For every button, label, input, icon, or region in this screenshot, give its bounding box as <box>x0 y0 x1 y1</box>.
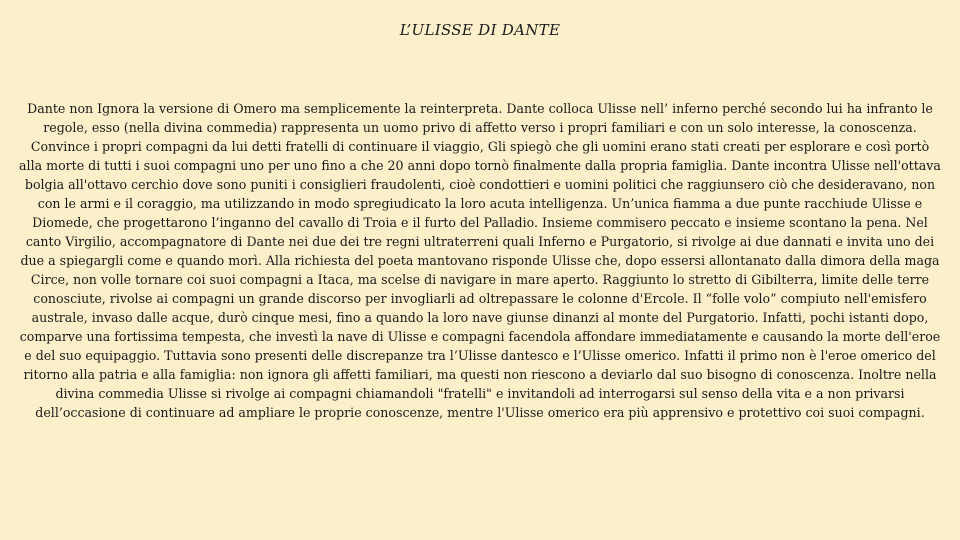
slide-body-text: Dante non Ignora la versione di Omero ma semplicemente la reinterpreta. Dante colloca Ulisse nell’ inferno perché secondo lui ha infranto le regole, esso (nella divina commedia) rappresenta un uomo privo di affetto verso i propri familiari e con un solo interesse, la conoscenza. Convince i propri compagni da lui detti fratelli di continuare il viaggio, Gli spiegò che gli uomini erano stati creati per esplorare e così portò alla morte di tutti i suoi compagni uno per uno fino a che 20 anni dopo tornò finalmente dalla propria famiglia. Dante incontra Ulisse nell'ottava bolgia all'ottavo cerchio dove sono puniti i consiglieri fraudolenti, cioè condottieri e uomini politici che raggiunsero ciò che desideravano, non con le armi e il coraggio, ma utilizzando in modo spregiudicato la loro acuta intelligenza. Un’unica fiamma a due punte racchiude Ulisse e Diomede, che progettarono l’inganno del cavallo di Troia e il furto del Palladio. Insieme commisero peccato e insieme scontano la pena. Nel canto Virgilio, accompagnatore di Dante nei due dei tre regni ultraterreni quali Inferno e Purgatorio, si rivolge ai due dannati e invita uno dei due a spiegargli come e quando morì. Alla richiesta del poeta mantovano risponde Ulisse che, dopo essersi allontanato dalla dimora della maga Circe, non volle tornare coi suoi compagni a Itaca, ma scelse di navigare in mare aperto. Raggiunto lo stretto di Gibilterra, limite delle terre conosciute, rivolse ai compagni un grande discorso per invogliarli ad oltrepassare le colonne d'Ercole. Il “folle volo” compiuto nell'emisfero australe, invaso dalle acque, durò cinque mesi, fino a quando la loro nave giunse dinanzi al monte del Purgatorio. Infatti, pochi istanti dopo, comparve una fortissima tempesta, che investì la nave di Ulisse e compagni facendola affondare immediatamente e causando la morte dell'eroe e del suo equipaggio. Tuttavia sono presenti delle discrepanze tra l’Ulisse dantesco e l’Ulisse omerico. Infatti il primo non è l'eroe omerico del ritorno alla patria e alla famiglia: non ignora gli affetti familiari, ma questi non riescono a deviarlo dal suo bisogno di conoscenza. Inoltre nella divina commedia Ulisse si rivolge ai compagni chiamandoli "fratelli" e invitandoli ad interrogarsi sul senso della vita e a non privarsi dell’occasione di continuare ad ampliare le proprie conoscenze, mentre l'Ulisse omerico era più apprensivo e protettivo coi suoi compagni. <box>19 101 941 420</box>
slide-title: L’ULISSE DI DANTE <box>399 21 561 39</box>
